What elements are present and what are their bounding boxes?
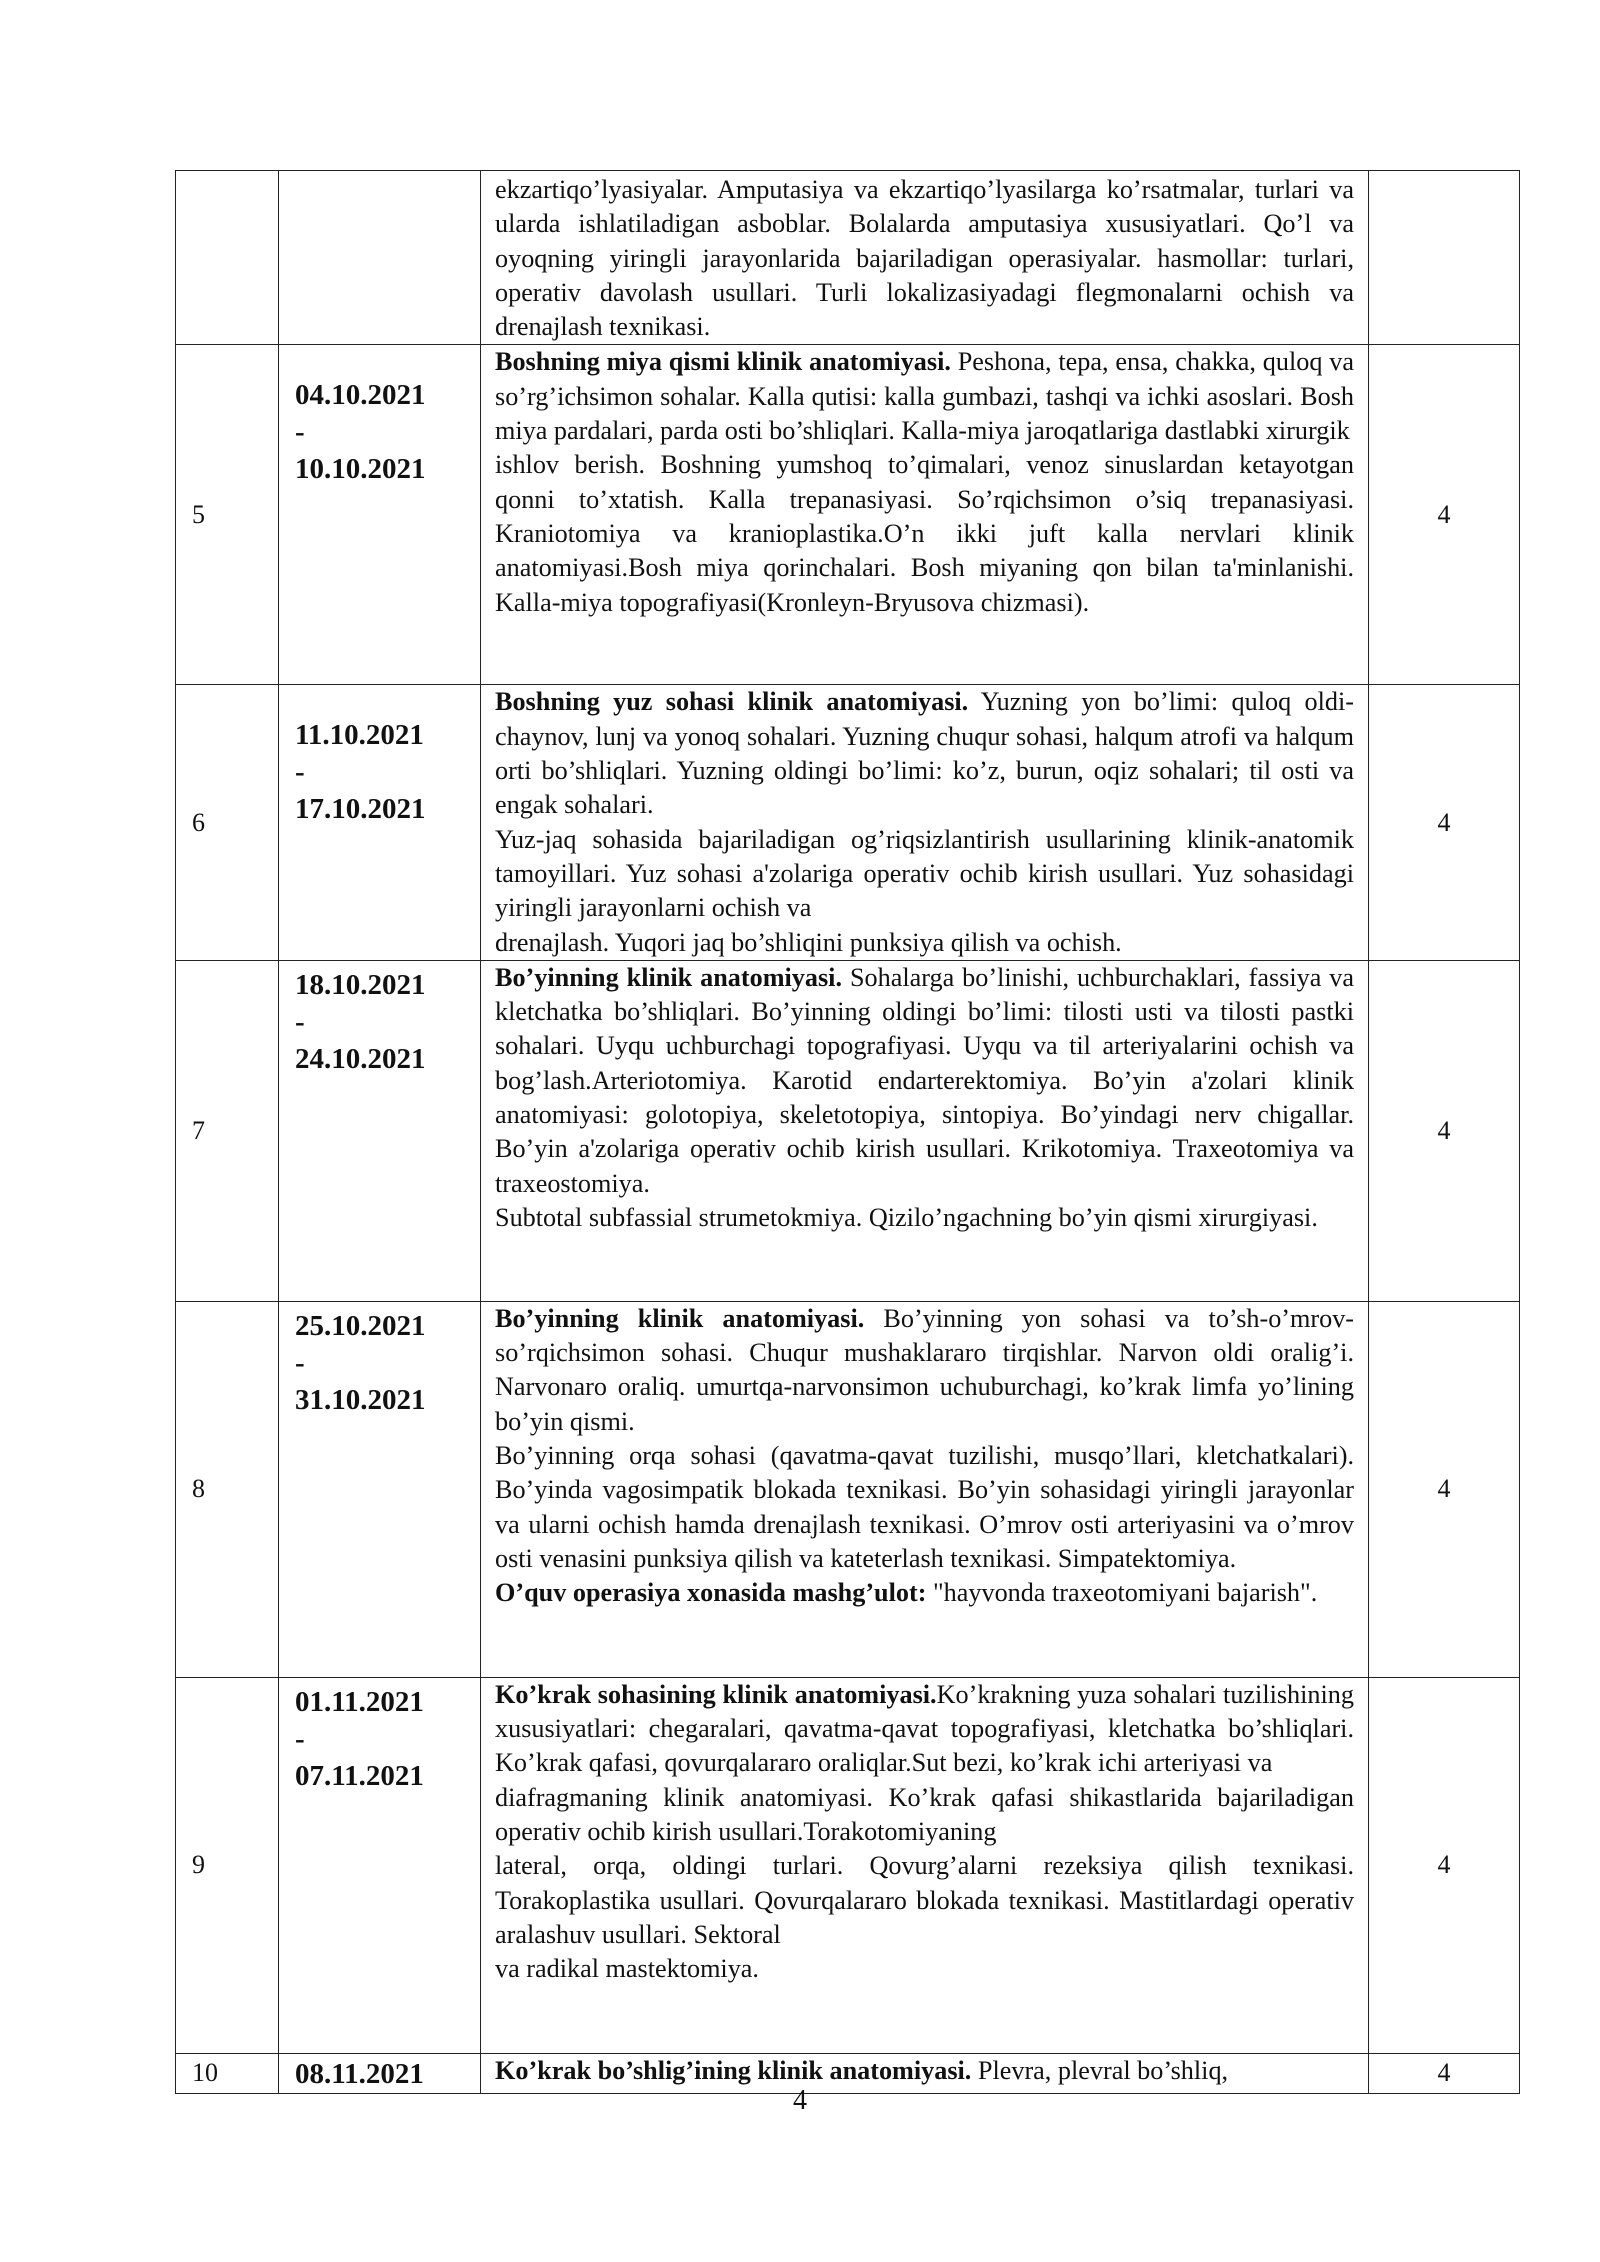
date-end: 31.10.2021 xyxy=(295,1383,426,1416)
schedule-table xyxy=(175,170,1520,2094)
table-row xyxy=(176,171,1520,345)
table-row xyxy=(176,1677,1520,2053)
topic-title: Bo’yinning klinik anatomiyasi. xyxy=(495,1303,865,1333)
topic-text-continued: drenajlash. Yuqori jaq bo’shliqini punksiya qilish va ochish. xyxy=(495,927,1122,957)
row-number-cell: 8 xyxy=(176,1301,279,1677)
date-start: 11.10.2021 xyxy=(295,719,424,752)
topic-title: Ko’krak bo’shlig’ining klinik anatomiyasi. xyxy=(495,2055,972,2085)
session-title: O’quv operasiya xonasida mashg’ulot: xyxy=(495,1578,927,1608)
date-cell xyxy=(279,1677,481,2053)
hours-cell: 4 xyxy=(1369,345,1520,685)
date-dash: - xyxy=(295,756,305,789)
topic-title: Boshning miya qismi klinik anatomiyasi. xyxy=(495,347,951,377)
topic-text: ekzartiqo’lyasiyalar. Amputasiya va ekzartiqo’lyasilarga ko’rsatmalar, turlari va ularda ishlatiladigan asboblar. Bolalarda amputasiya xususiyatlari. Qo’l va oyoqning yiringli jarayonlarida bajariladigan operasiyalar. hasmollar: turlari, operativ davolash usullari. Turli lokalizasiyadagi flegmonalarni ochish va drenajlash texnikasi. xyxy=(495,175,1354,342)
date-cell xyxy=(279,345,481,685)
topic-text-continued: va radikal mastektomiya. xyxy=(495,1954,759,1984)
topic-title: Boshning yuz sohasi klinik anatomiyasi. xyxy=(495,687,969,717)
date-dash: - xyxy=(295,1005,305,1038)
topic-text: Plevra, plevral bo’shliq, xyxy=(971,2055,1229,2085)
topic-text: Bo’yinning yon sohasi va to’sh-o’mrov-so’rqichsimon sohasi. Chuqur mushaklararo tirqishlar. Narvon oldi oralig’i. Narvonaro oraliq. umurtqa-narvonsimon uchuburchagi, ko’krak limfa yo’lining bo’yin qismi. xyxy=(495,1303,1355,1436)
topic-text-continued: Yuz-jaq sohasida bajariladigan og’riqsizlantirish usullarining klinik-anatomik tamoyillari. Yuz sohasi a'zolariga operativ ochib kirish usullari. Yuz sohasidagi yiringli jarayonlarni ochish va xyxy=(495,824,1354,923)
session-text: "hayvonda traxeotomiyani bajarish". xyxy=(926,1578,1318,1608)
topic-text-continued: Bo’yinning orqa sohasi (qavatma-qavat tuzilishi, musqo’llari, kletchatkalari). Bo’yinda vagosimpatik blokada texnikasi. Bo’yin sohasidagi yiringli jarayonlar va ularni ochish hamda drenajlash texnikasi. O’mrov osti arteriyasini va o’mrov osti venasini punksiya qilish va kateterlash texnikasi. Simpatektomiya. xyxy=(495,1441,1354,1573)
topic-cell xyxy=(481,1301,1369,1677)
hours-cell: 4 xyxy=(1369,685,1520,960)
row-number-cell: 6 xyxy=(176,685,279,960)
date-start: 18.10.2021 xyxy=(295,968,426,1001)
row-number-cell xyxy=(176,171,279,345)
date-start: 04.10.2021 xyxy=(295,379,426,412)
topic-cell xyxy=(481,1677,1369,2053)
topic-cell xyxy=(481,171,1369,345)
topic-title: Bo’yinning klinik anatomiyasi. xyxy=(495,962,843,992)
row-number-cell: 10 xyxy=(176,2053,279,2093)
page-number: 4 xyxy=(793,2085,807,2116)
topic-text: Sohalarga bo’linishi, uchburchaklari, fassiya va kletchatka bo’shliqlari. Bo’yinning oldingi bo’limi: tilosti usti va tilosti pastki sohalari. Uyqu uchburchagi topografiyasi. Uyqu va til arteriyalarini ochish va bog’lash.Arteriotomiya. Karotid endarterektomiya. Bo’yin a'zolari klinik anatomiyasi: golotopiya, skeletotopiya, sintopiya. Bo’yindagi nerv chigallar. Bo’yin a'zolariga operativ ochib kirish usullari. Krikotomiya. Traxeotomiya va traxeostomiya. xyxy=(495,962,1354,1198)
date-end: 10.10.2021 xyxy=(295,453,426,486)
topic-cell xyxy=(481,960,1369,1301)
topic-text: Peshona, tepa, ensa, chakka, quloq va so’rg’ichsimon sohalar. Kalla qutisi: kalla gumbazi, tashqi va ichki asoslari. Bosh miya pardalari, parda osti bo’shliqlari. Kalla-miya jaroqatlariga dastlabki xirurgik xyxy=(495,347,1355,446)
topic-text: Ko’krakning yuza sohalari tuzilishining xususiyatlari: chegaralari, qavatma-qavat topografiyasi, kletchatka bo’shliqlari. Ko’krak qafasi, qovurqalararo oraliqlar.Sut bezi, ko’krak ichi arteriyasi va xyxy=(495,1679,1354,1778)
date-start: 08.11.2021 xyxy=(295,2057,424,2090)
date-start: 01.11.2021 xyxy=(295,1685,424,1718)
table-row xyxy=(176,1301,1520,1677)
topic-title: Ko’krak sohasining klinik anatomiyasi. xyxy=(495,1679,937,1709)
hours-cell: 4 xyxy=(1369,1677,1520,2053)
date-dash: - xyxy=(295,1346,305,1379)
row-number-cell: 5 xyxy=(176,345,279,685)
date-cell xyxy=(279,1301,481,1677)
hours-cell: 4 xyxy=(1369,960,1520,1301)
date-dash: - xyxy=(295,1722,305,1755)
date-cell xyxy=(279,960,481,1301)
hours-cell: 4 xyxy=(1369,2053,1520,2093)
table-row xyxy=(176,960,1520,1301)
topic-text-continued: ishlov berish. Boshning yumshoq to’qimalari, venoz sinuslardan ketayotgan qonni to’xtatish. Kalla trepanasiyasi. So’rqichsimon o’siq trepanasiyasi. Kraniotomiya va kranioplastika.O’n ikki juft kalla nervlari klinik anatomiyasi.Bosh miya qorinchalari. Bosh miyaning qon bilan ta'minlanishi. Kalla-miya topografiyasi(Kronleyn-Bryusova chizmasi). xyxy=(495,450,1354,617)
topic-text-continued xyxy=(495,1576,1354,1610)
date-end: 07.11.2021 xyxy=(295,1759,424,1792)
topic-cell xyxy=(481,345,1369,685)
row-number-cell: 9 xyxy=(176,1677,279,2053)
topic-text-continued: lateral, orqa, oldingi turlari. Qovurg’alarni rezeksiya qilish texnikasi. Torakoplastika usullari. Qovurqalararo blokada texnikasi. Mastitlardagi operativ aralashuv usullari. Sektoral xyxy=(495,1851,1354,1949)
date-start: 25.10.2021 xyxy=(295,1309,426,1342)
hours-cell: 4 xyxy=(1369,1301,1520,1677)
table-row xyxy=(176,685,1520,960)
date-end: 17.10.2021 xyxy=(295,793,426,826)
table-row xyxy=(176,345,1520,685)
date-cell xyxy=(279,171,481,345)
topic-text-continued: diafragmaning klinik anatomiyasi. Ko’krak qafasi shikastlarida bajariladigan operativ ochib kirish usullari.Torakotomiyaning xyxy=(495,1782,1354,1847)
date-end: 24.10.2021 xyxy=(295,1042,426,1075)
topic-text: Yuzning yon bo’limi: quloq oldi-chaynov, lunj va yonoq sohalari. Yuzning chuqur sohasi, halqum atrofi va halqum orti bo’shliqlari. Yuzning oldingi bo’limi: ko’z, burun, oqiz sohalari; til osti va engak sohalari. xyxy=(495,687,1354,820)
row-number-cell: 7 xyxy=(176,960,279,1301)
topic-cell xyxy=(481,685,1369,960)
date-cell xyxy=(279,685,481,960)
date-dash: - xyxy=(295,416,305,449)
topic-text-continued: Subtotal subfassial strumetokmiya. Qizilo’ngachning bo’yin qismi xirurgiyasi. xyxy=(495,1202,1318,1232)
hours-cell xyxy=(1369,171,1520,345)
